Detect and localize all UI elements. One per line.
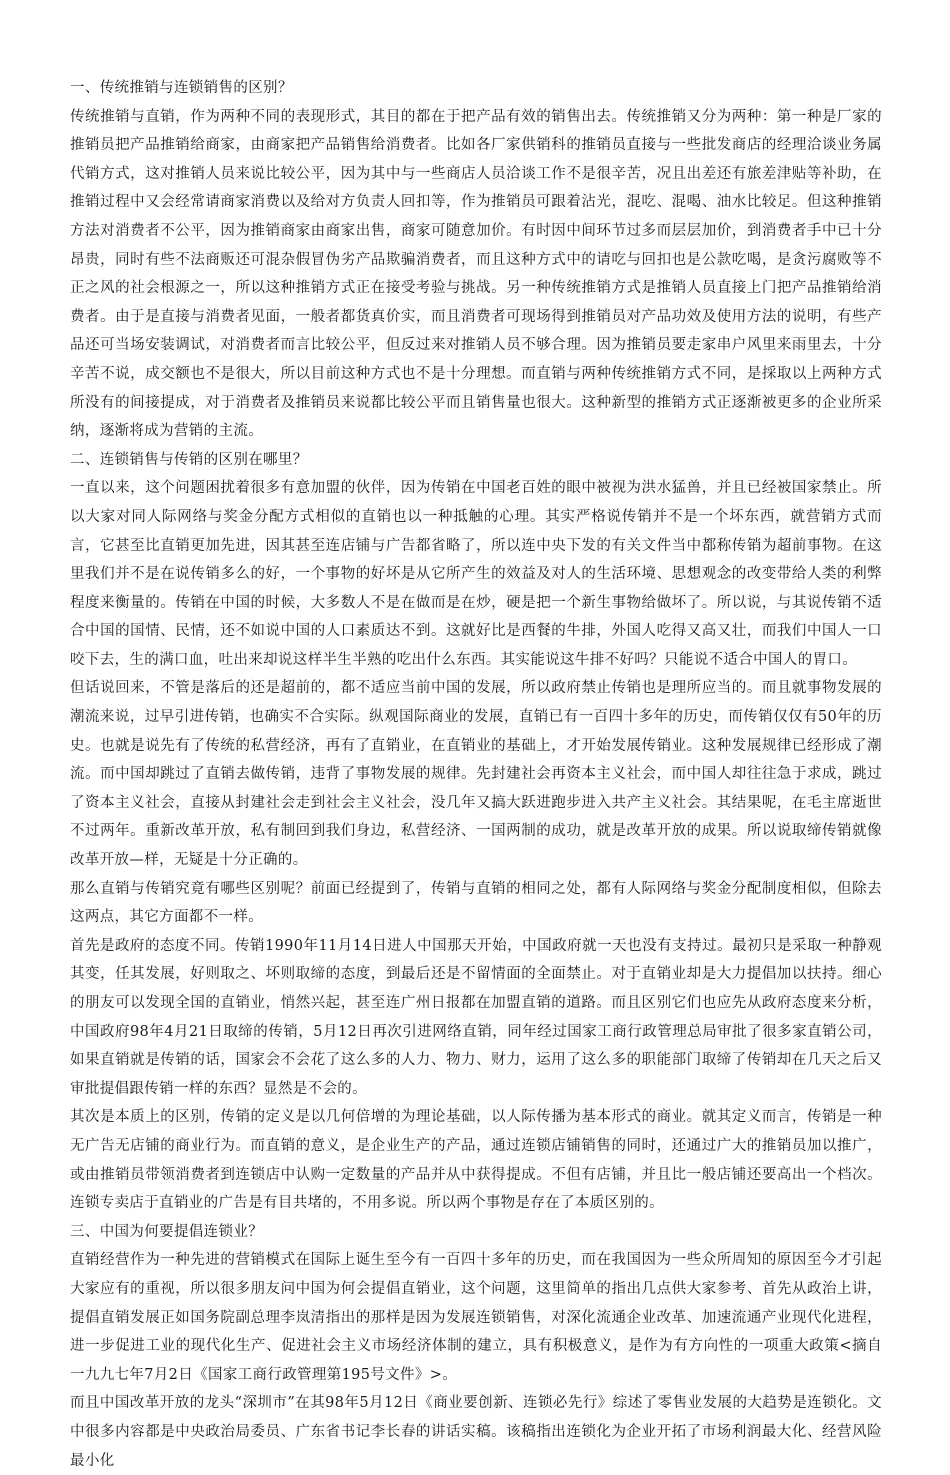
paragraph: 其次是本质上的区别，传销的定义是以几何倍增的为理论基础，以人际传播为基本形式的商业。就其定义而言，传销是一种无广告无店铺的商业行为。而直销的意义，是企业生产的产品，通过连锁店铺销售的同时，还通过广大的推销员加以推广，或由推销员带领消费者到连锁店中认购一定数量的产品并从中获得提成。不但有店铺，并且比一般店铺还要高出一个档次。连锁专卖店于直销业的广告是有目共堵的，不用多说。所以两个事物是存在了本质区别的。 [70, 1109, 882, 1212]
section-heading-2: 二、连锁销售与传销的区别在哪里？ [70, 451, 308, 468]
section-heading-3: 三、中国为何要提倡连锁业？ [70, 1223, 264, 1240]
paragraph: 直销经营作为一种先进的营销模式在国际上诞生至今有一百四十多年的历史，而在我国因为一些众所周知的原因至今才引起大家应有的重视，所以很多朋友问中国为何会提倡直销业，这个问题，这里简单的指出几点供大家参考、首先从政治上讲，提倡直销发展正如国务院副总理李岚清指出的那样是因为发展连锁销售，对深化流通企业改革、加速流通产业现代化进程，进一步促进工业的现代化生产、促进社会主义市场经济体制的建立，具有积极意义，是作为有方向性的一项重大政策<摘自一九九七年7月2日《国家工商行政管理第195号文件》>。 [70, 1252, 882, 1383]
document-page [70, 74, 882, 1475]
paragraph: 传统推销与直销，作为两种不同的表现形式，其目的都在于把产品有效的销售出去。传统推销又分为两种：第一种是厂家的推销员把产品推销给商家，由商家把产品销售给消费者。比如各厂家供销科的推销员直接与一些批发商店的经理洽谈业务属代销方式，这对推销人员来说比较公平，因为其中与一些商店人员洽谈工作不是很辛苦，况且出差还有旅差津贴等补助，在推销过程中又会经常请商家消费以及给对方负责人回扣等，作为推销员可跟着沾光，混吃、混喝、油水比较足。但这种推销方法对消费者不公平，因为推销商家由商家出售，商家可随意加价。有时因中间环节过多而层层加价，到消费者手中已十分昂贵，同时有些不法商贩还可混杂假冒伪劣产品欺骗消费者，而且这种方式中的请吃与回扣也是公款吃喝，是贪污腐败等不正之风的社会根源之一，所以这种推销方式正在接受考验与挑战。另一种传统推销方式是推销人员直接上门把产品推销给消费者。由于是直接与消费者见面，一般者都货真价实，而且消费者可现场得到推销员对产品功效及使用方法的说明，有些产品还可当场安装调试，对消费者而言比较公平，但反过来对推销人员不够合理。因为推销员要走家串户风里来雨里去，十分辛苦不说，成交额也不是很大，所以目前这种方式也不是十分理想。而直销与两种传统推销方式不同，是採取以上两种方式所没有的间接提成，对于消费者及推销员来说都比较公平而且销售量也很大。这种新型的推销方式正逐渐被更多的企业所采纳，逐渐将成为营销的主流。 [70, 108, 882, 440]
paragraph: 而且中国改革开放的龙头“深圳市”在其98年5月12日《商业要创新、连锁必先行》综述了零售业发展的大趋势是连锁化。文中很多内容都是中央政治局委员、广东省书记李长春的讲话实稿。该稿指出连锁化为企业开拓了市场利润最大化、经营风险最小化 [70, 1395, 882, 1469]
paragraph: 那么直销与传销究竟有哪些区别呢？前面已经提到了，传销与直销的相同之处，都有人际网络与奖金分配制度相似，但除去这两点，其它方面都不一样。 [70, 880, 882, 926]
section-heading-1: 一、传统推销与连锁销售的区别？ [70, 80, 293, 96]
paragraph: 但话说回来，不管是落后的还是超前的，都不适应当前中国的发展，所以政府禁止传销也是理所应当的。而且就事物发展的潮流来说，过早引进传销，也确实不合实际。纵观国际商业的发展，直销已有一百四十多年的历史，而传销仅仅有50年的历史。也就是说先有了传统的私营经济，再有了直销业，在直销业的基础上，才开始发展传销业。这种发展规律已经形成了潮流。而中国却跳过了直销去做传销，违背了事物发展的规律。先封建社会再资本主义社会，而中国人却往往急于求成，跳过了资本主义社会，直接从封建社会走到社会主义社会，没几年又搞大跃进跑步进入共产主义社会。其结果呢，在毛主席逝世不过两年。重新改革开放，私有制回到我们身边，私营经济、一国两制的成功，就是改革开放的成果。所以说取缔传销就像改革开放—样，无疑是十分正确的。 [70, 680, 882, 869]
paragraph: 首先是政府的态度不同。传销1990年11月14日进人中国那天开始，中国政府就一天也没有支持过。最初只是采取一种静观其变，任其发展，好则取之、坏则取缔的态度，到最后还是不留情面的全面禁止。对于直销业却是大力提倡加以扶持。细心的朋友可以发现全国的直销业，悄然兴起，甚至连广州日报都在加盟直销的道路。而且区别它们也应先从政府态度来分析，中国政府98年4月21日取缔的传销，5月12日再次引进网络直销，同年经过国家工商行政管理总局审批了很多家直销公司，如果直销就是传销的话，国家会不会花了这么多的人力、物力、财力，运用了这么多的职能部门取缔了传销却在几天之后又审批提倡跟传销一样的东西？显然是不会的。 [70, 937, 882, 1097]
paragraph: 一直以来，这个问题困扰着很多有意加盟的伙伴，因为传销在中国老百姓的眼中被视为洪水猛兽，并且已经被国家禁止。所以大家对同人际网络与奖金分配方式相似的直销也以一种抵触的心理。其实严格说传销并不是一个坏东西，就营销方式而言，它甚至比直销更加先进，因其甚至连店铺与广告都省略了，所以连中央下发的有关文件当中都称传销为超前事物。在这里我们并不是在说传销多么的好，一个事物的好坏是从它所产生的效益及对人的生活环境、思想观念的改变带给人类的利弊程度来衡量的。传销在中国的时候，大多数人不是在做而是在炒，硬是把一个新生事物给做坏了。所以说，与其说传销不适合中国的国情、民情，还不如说中国的人口素质达不到。这就好比是西餐的牛排，外国人吃得又高又壮，而我们中国人一口咬下去，生的满口血，吐出来却说这样半生半熟的吃出什么东西。其实能说这牛排不好吗？只能说不适合中国人的胃口。 [70, 480, 882, 668]
